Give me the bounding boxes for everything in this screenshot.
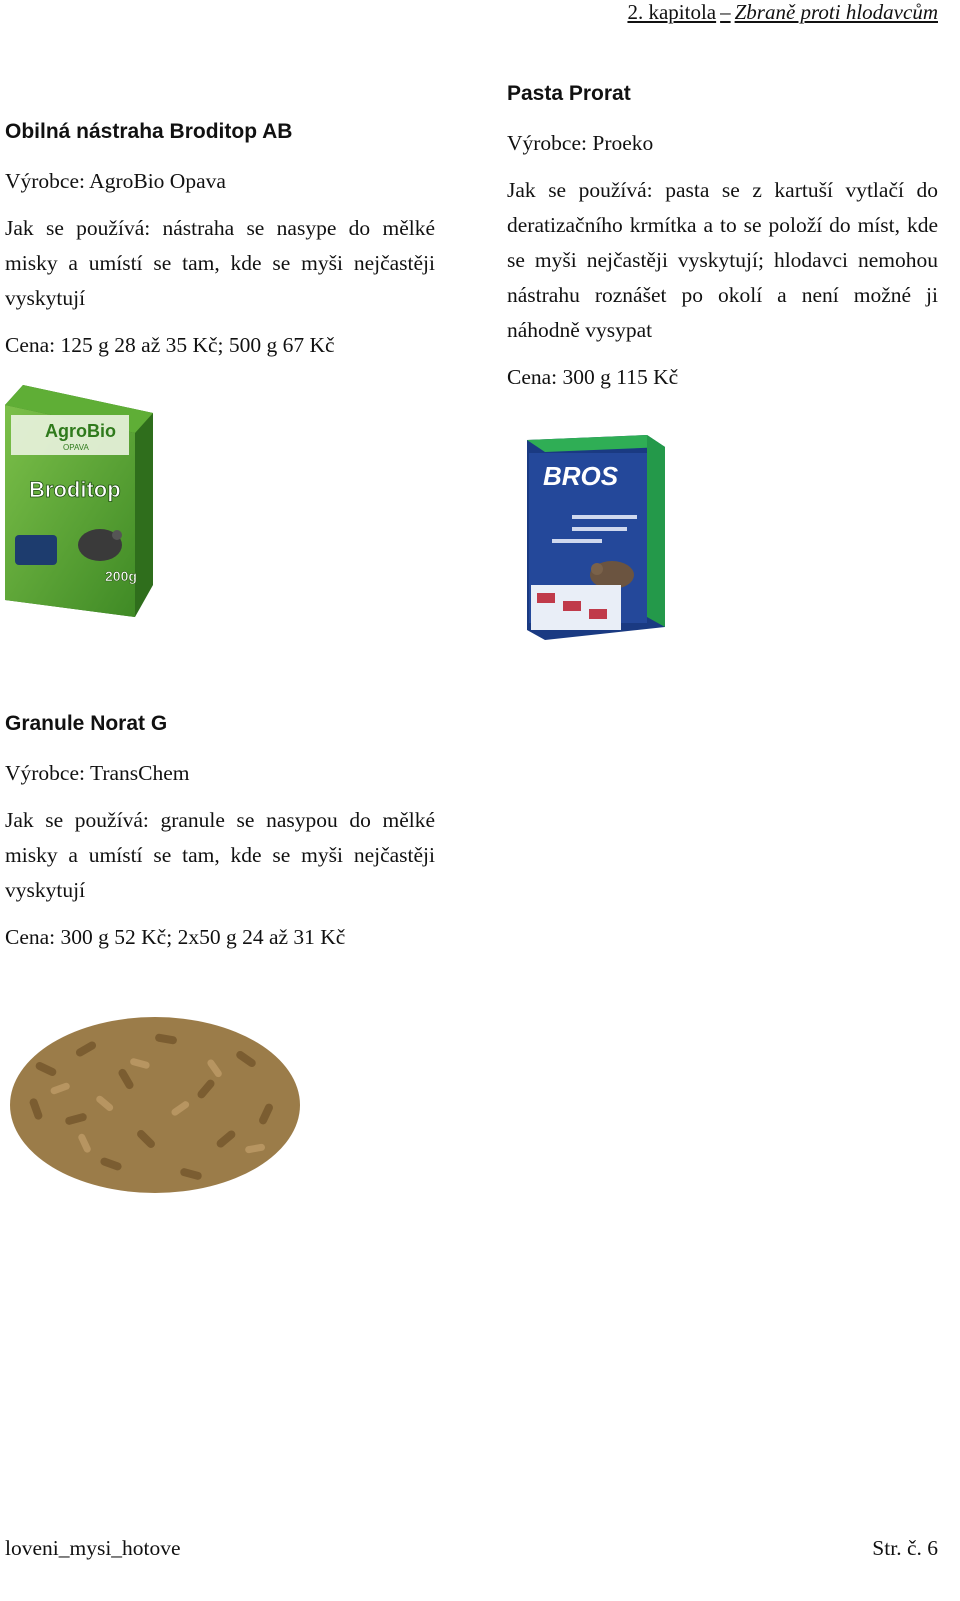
product-price: Cena: 300 g 115 Kč — [507, 365, 679, 389]
broditop-package-image — [5, 385, 153, 617]
chapter-label: 2. kapitola — [627, 0, 717, 24]
product-norat — [5, 712, 435, 967]
box-brand-sub: OPAVA — [63, 443, 89, 452]
product-name: Pasta Prorat — [507, 82, 631, 105]
product-maker: Výrobce: AgroBio Opava — [5, 169, 226, 193]
box-weight: 200g — [105, 568, 137, 584]
product-price: Cena: 125 g 28 až 35 Kč; 500 g 67 Kč — [5, 333, 335, 357]
product-price: Cena: 300 g 52 Kč; 2x50 g 24 až 31 Kč — [5, 925, 346, 949]
box-product: Broditop — [29, 477, 121, 502]
product-name: Obilná nástraha Broditop AB — [5, 120, 293, 143]
product-usage: Jak se používá: pasta se z kartuší vytlačí do deratizačního krmítka a to se položí do míst, kde se myši nejčastěji vyskytují; hlodavci nemohou nástrahu roznášet po okolí a není možné ji náhodně vysypat — [507, 178, 938, 342]
product-maker: Výrobce: Proeko — [507, 131, 654, 155]
pellets-image — [5, 985, 305, 1210]
box-brand: AgroBio — [45, 421, 116, 441]
product-maker: Výrobce: TransChem — [5, 761, 190, 785]
page-header — [627, 0, 938, 25]
footer-page-number: Str. č. 6 — [872, 1536, 938, 1560]
header-separator: – — [720, 0, 731, 24]
product-usage: Jak se používá: granule se nasypou do mělké misky a umístí se tam, kde se myši nejčastěji vyskytují — [5, 808, 435, 902]
bros-package-image — [527, 435, 665, 645]
box-brand: BROS — [543, 461, 619, 491]
footer-filename: loveni_mysi_hotove — [5, 1536, 181, 1560]
product-name: Granule Norat G — [5, 712, 168, 735]
product-broditop — [5, 120, 435, 375]
product-prorat — [507, 82, 938, 407]
chapter-title: Zbraně proti hlodavcům — [734, 0, 938, 24]
product-usage: Jak se používá: nástraha se nasype do mělké misky a umístí se tam, kde se myši nejčastěji vyskytují — [5, 216, 435, 310]
